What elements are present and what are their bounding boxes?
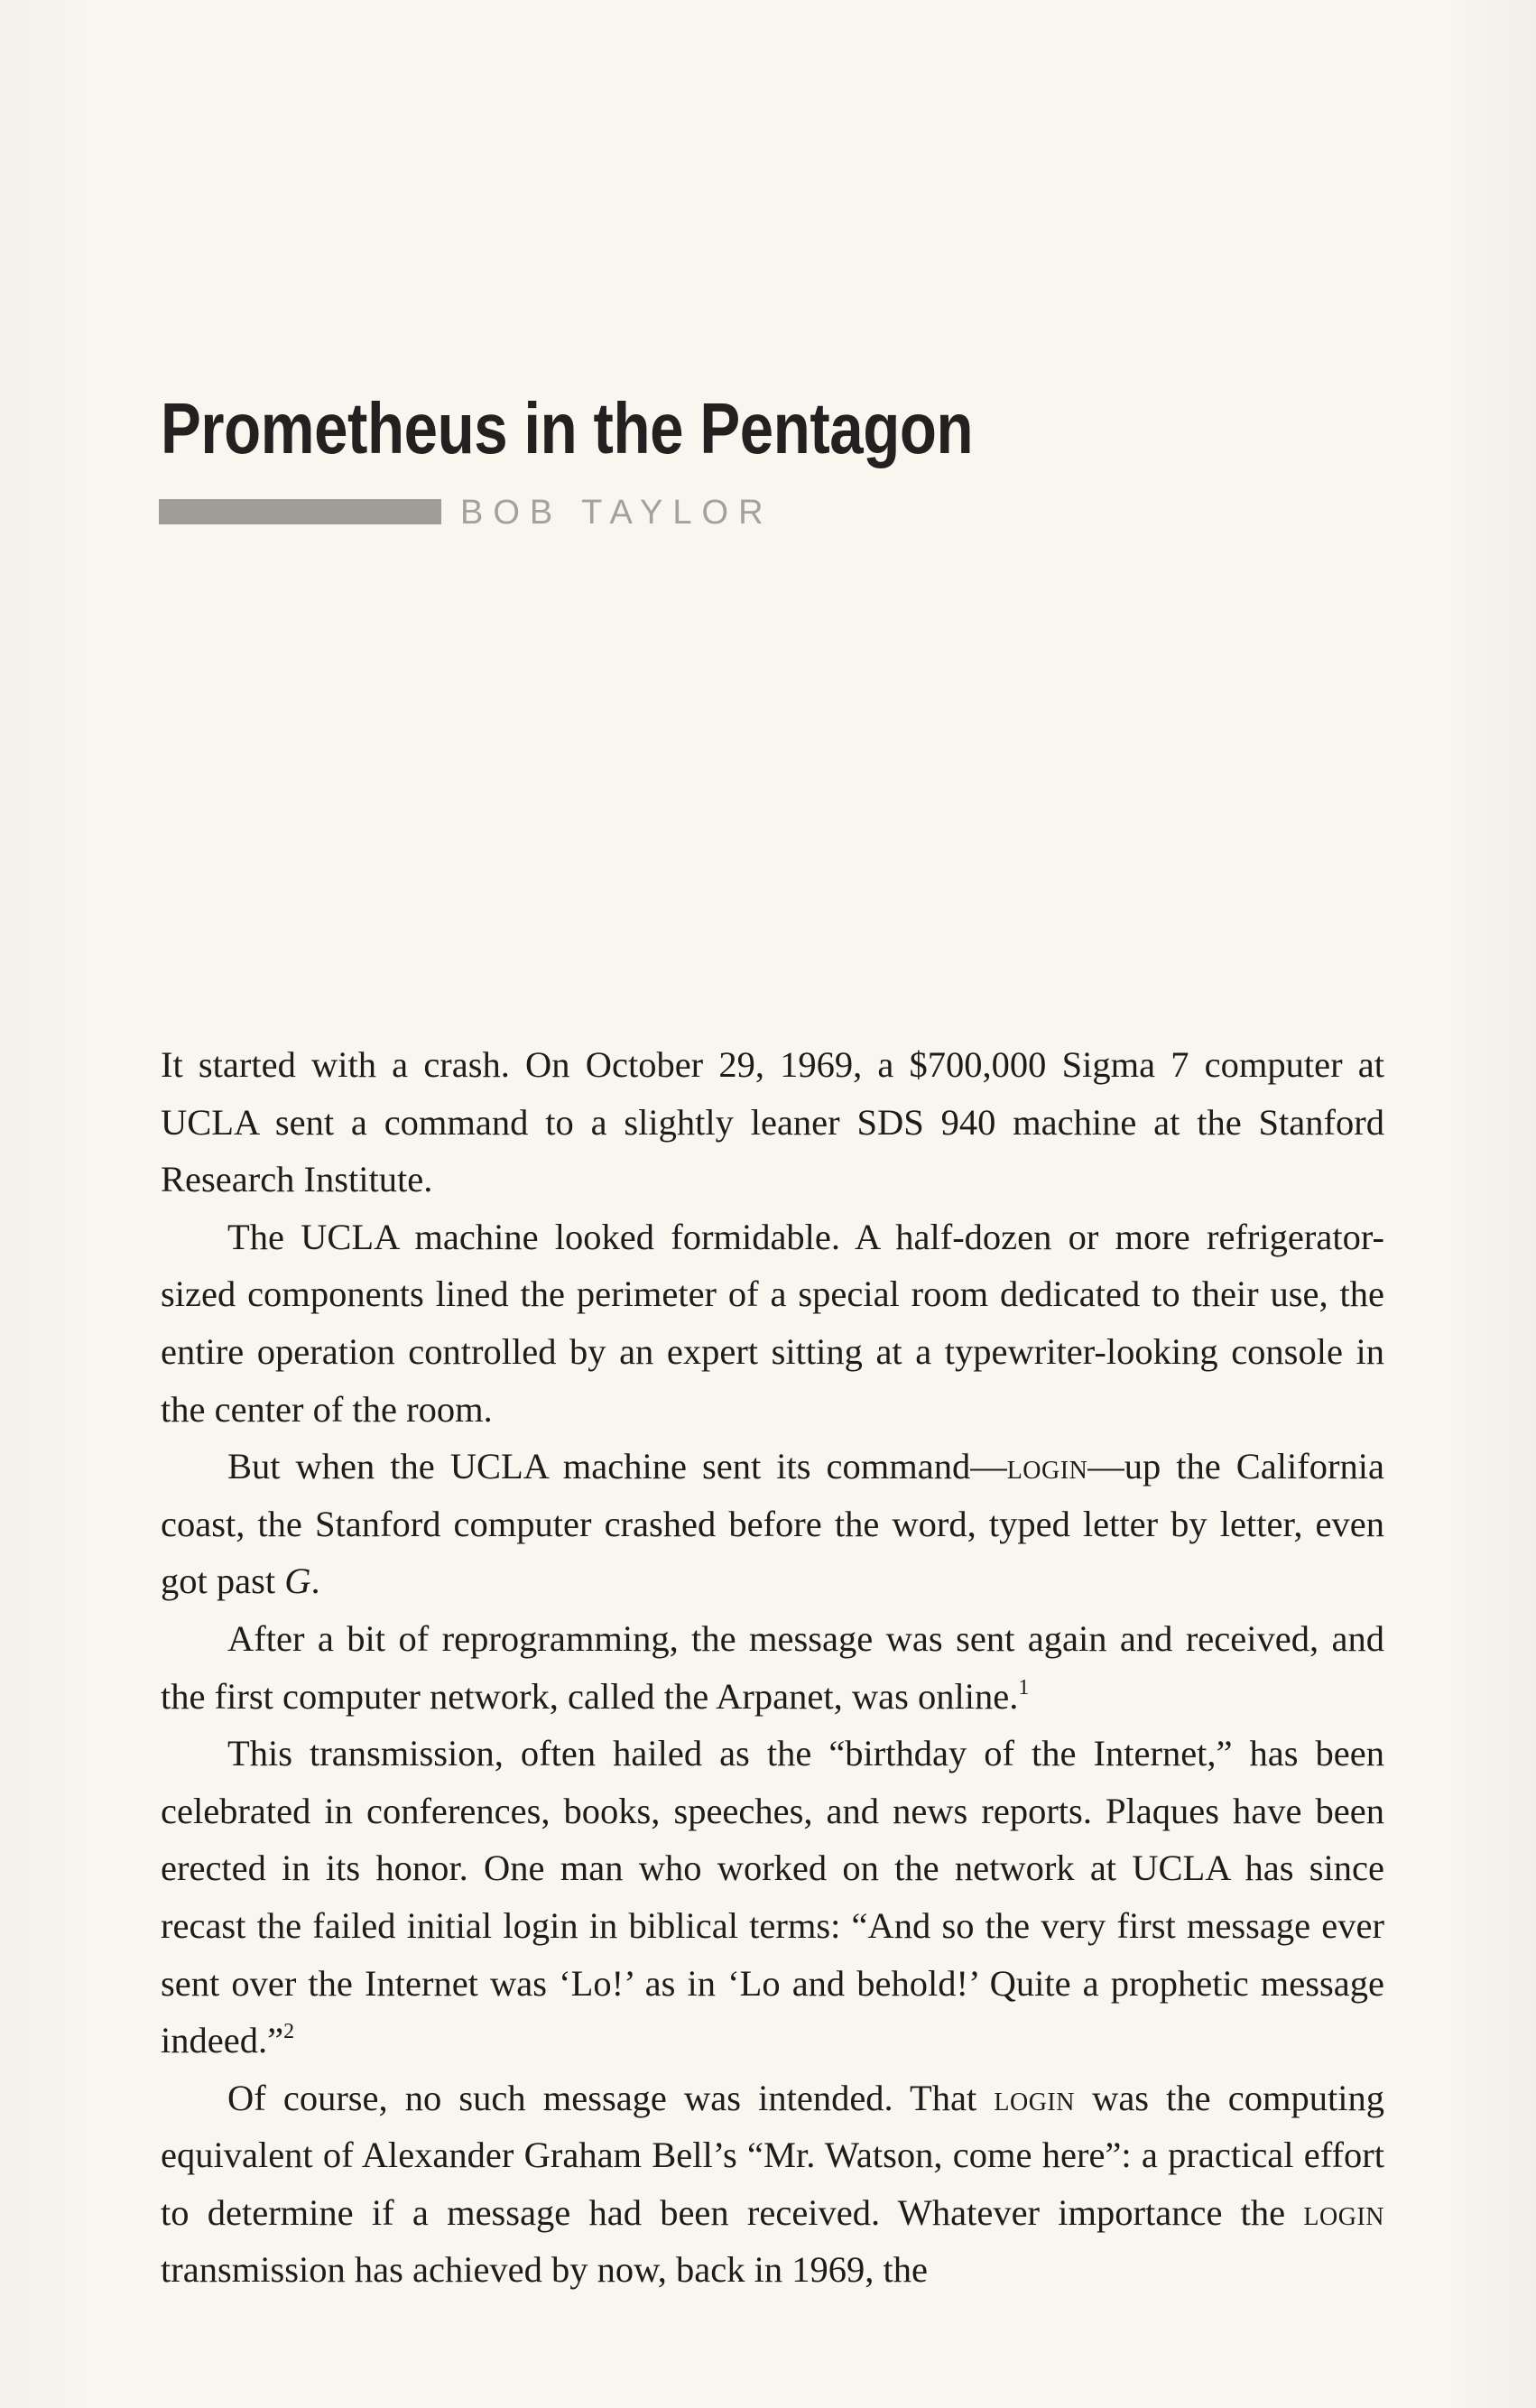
footnote-ref-2: 2 bbox=[283, 2020, 295, 2044]
chapter-title: Prometheus in the Pentagon bbox=[161, 388, 974, 468]
paragraph-3 bbox=[161, 1438, 1384, 1610]
paragraph-6-text-e: transmission has achieved by now, back in 1969, the bbox=[161, 2249, 928, 2291]
login-term: login bbox=[994, 2077, 1075, 2118]
chapter-author: BOB TAYLOR bbox=[460, 494, 773, 532]
chapter-body bbox=[161, 1036, 1384, 2299]
paragraph-6 bbox=[161, 2070, 1384, 2299]
paragraph-2: The UCLA machine looked formidable. A half-dozen or more refrigerator-sized components lined the perimeter of a special room dedicated to their use, the entire operation controlled by an expert sitting at a typewriter-looking console in the center of the room. bbox=[161, 1216, 1384, 1430]
paragraph-3-text-a: But when the UCLA machine sent its command— bbox=[227, 1446, 1007, 1487]
login-term: login bbox=[1303, 2191, 1384, 2233]
byline-rule bbox=[159, 499, 441, 524]
paragraph-5 bbox=[161, 1725, 1384, 2070]
paragraph-6-text-a: Of course, no such message was intended. That bbox=[227, 2077, 995, 2118]
paragraph-3-text-e: . bbox=[310, 1561, 320, 1602]
letter-g: G bbox=[284, 1561, 311, 1602]
footnote-ref-1: 1 bbox=[1018, 1675, 1030, 1699]
paragraph-1: It started with a crash. On October 29, 1969, a $700,000 Sigma 7 computer at UCLA sent a command to a slightly leaner SDS 940 machine at the Stanford Research Institute. bbox=[161, 1044, 1384, 1200]
paragraph-3-text-c: —up the California coast, the Stanford computer crashed before the word, typed letter by letter, even got past bbox=[161, 1446, 1384, 1602]
paragraph-5-text: This transmission, often hailed as the “birthday of the Internet,” has been celebrated in conferences, books, speeches, and news reports. Plaques have been erected in its honor. One man who worked on the network at UCLA has since recast the failed initial login in biblical terms: “And so the very first message ever sent over the Internet was ‘Lo!’ as in ‘Lo and behold!’ Quite a prophetic message indeed.” bbox=[161, 1733, 1384, 2061]
paragraph-6-text-c: was the computing equivalent of Alexander Graham Bell’s “Mr. Watson, come here”: a practical effort to determine if a message had been received. Whatever importance the bbox=[161, 2077, 1384, 2233]
paragraph-4-text: After a bit of reprogramming, the message was sent again and received, and the first computer network, called the Arpanet, was online. bbox=[161, 1617, 1384, 1717]
login-term: login bbox=[1006, 1446, 1088, 1487]
paragraph-4 bbox=[161, 1610, 1384, 1725]
